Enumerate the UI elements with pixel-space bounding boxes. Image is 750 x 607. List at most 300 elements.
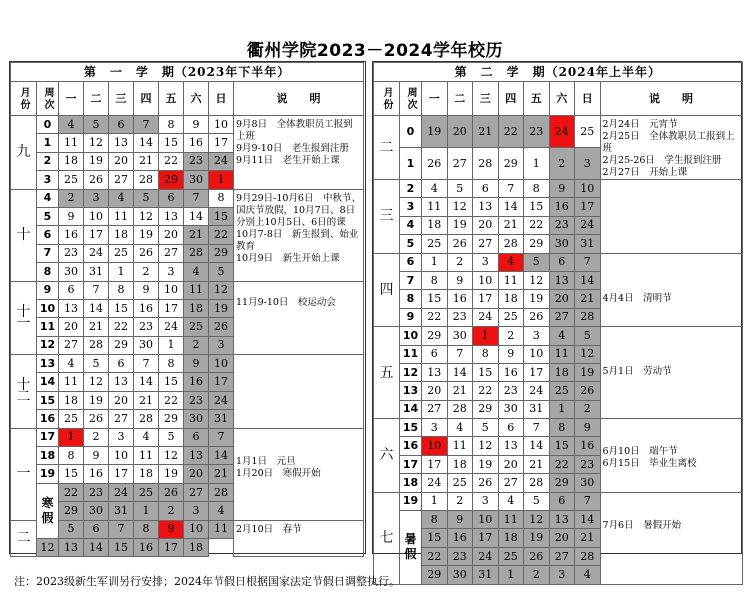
day-cell: 3 (473, 492, 499, 510)
day-cell: 20 (59, 318, 84, 336)
day-cell: 24 (109, 483, 134, 501)
day-cell: 27 (59, 336, 84, 354)
week-row (11, 428, 364, 446)
day-cell: 13 (109, 134, 134, 152)
day-cell: 7 (575, 492, 601, 510)
holiday-label: 暑 假 (400, 511, 422, 585)
day-cell: 20 (109, 152, 134, 170)
day-cell: 14 (84, 538, 109, 556)
day-cell: 15 (549, 437, 575, 455)
day-cell: 10 (473, 271, 499, 289)
weekday-header: 三 (473, 82, 499, 116)
week-number: 12 (400, 363, 422, 381)
day-cell: 30 (447, 327, 473, 345)
month-label: 七 (374, 492, 400, 584)
day-cell: 2 (447, 253, 473, 271)
day-cell: 28 (184, 244, 209, 262)
day-cell: 31 (209, 410, 234, 428)
day-cell: 24 (575, 216, 601, 234)
day-cell: 5 (134, 189, 159, 207)
day-cell: 30 (84, 502, 109, 520)
day-cell: 26 (524, 547, 550, 565)
week-number: 2 (400, 180, 422, 198)
day-cell: 24 (473, 308, 499, 326)
day-cell: 25 (184, 318, 209, 336)
month-notes: 2月10日 春节 (234, 520, 364, 557)
day-cell: 25 (59, 410, 84, 428)
day-cell: 26 (209, 318, 234, 336)
day-cell: 13 (59, 538, 84, 556)
day-cell: 8 (524, 180, 550, 198)
day-cell: 25 (575, 116, 601, 148)
week-number: 14 (400, 400, 422, 418)
day-cell: 13 (549, 271, 575, 289)
semester-header-row (11, 63, 364, 82)
day-cell: 30 (549, 235, 575, 253)
day-cell: 13 (184, 447, 209, 465)
day-cell: 2 (59, 189, 84, 207)
day-cell: 2 (549, 148, 575, 180)
day-cell: 4 (59, 355, 84, 373)
day-cell: 1 (59, 428, 84, 446)
day-cell: 17 (159, 538, 184, 556)
day-cell: 4 (109, 189, 134, 207)
day-cell: 13 (498, 437, 524, 455)
day-cell: 12 (37, 538, 59, 556)
week-number: 18 (400, 474, 422, 492)
day-cell: 18 (184, 299, 209, 317)
weekday-header: 日 (209, 82, 234, 116)
day-cell: 19 (134, 226, 159, 244)
day-cell: 9 (84, 447, 109, 465)
month-label: 二 (11, 520, 37, 557)
month-notes (234, 355, 364, 429)
day-cell: 26 (524, 308, 550, 326)
day-cell: 16 (134, 538, 159, 556)
day-cell: 20 (422, 382, 448, 400)
day-cell: 16 (549, 198, 575, 216)
day-cell: 6 (59, 281, 84, 299)
day-cell: 7 (498, 180, 524, 198)
day-cell: 28 (134, 171, 159, 189)
day-cell: 6 (498, 419, 524, 437)
day-cell: 9 (447, 271, 473, 289)
day-cell: 8 (134, 520, 159, 538)
day-cell: 28 (84, 336, 109, 354)
day-cell: 29 (159, 171, 184, 189)
day-cell: 10 (524, 345, 550, 363)
day-cell: 5 (524, 253, 550, 271)
day-cell: 6 (549, 253, 575, 271)
week-number: 16 (37, 410, 59, 428)
day-cell: 20 (447, 116, 473, 148)
day-cell: 13 (109, 373, 134, 391)
day-cell: 29 (109, 336, 134, 354)
day-cell: 17 (575, 198, 601, 216)
month-label: 九 (11, 116, 37, 190)
day-cell: 27 (549, 547, 575, 565)
day-cell: 4 (422, 180, 448, 198)
day-cell: 23 (184, 152, 209, 170)
day-cell: 11 (549, 345, 575, 363)
month-notes: 5月1日 劳动节 (600, 327, 742, 419)
day-cell: 14 (209, 447, 234, 465)
day-cell: 17 (524, 363, 550, 381)
week-number: 2 (37, 152, 59, 170)
day-cell: 4 (575, 566, 601, 584)
week-number: 7 (400, 271, 422, 289)
day-cell: 7 (209, 428, 234, 446)
day-cell: 20 (473, 216, 499, 234)
day-cell: 14 (524, 437, 550, 455)
week-row (11, 520, 364, 538)
day-cell: 10 (109, 447, 134, 465)
day-cell: 23 (134, 318, 159, 336)
day-cell: 26 (447, 235, 473, 253)
day-cell: 29 (549, 474, 575, 492)
day-cell: 3 (159, 263, 184, 281)
month-notes: 1月1日 元旦 1月20日 寒假开始 (234, 428, 364, 520)
month-notes: 7月6日 暑假开始 (600, 492, 742, 584)
day-cell: 13 (159, 207, 184, 225)
day-cell: 21 (498, 216, 524, 234)
day-cell: 14 (575, 511, 601, 529)
day-cell: 20 (109, 391, 134, 409)
week-row (374, 116, 743, 148)
day-cell: 4 (549, 327, 575, 345)
day-cell: 22 (159, 152, 184, 170)
day-cell: 26 (84, 410, 109, 428)
weekday-header: 六 (184, 82, 209, 116)
day-cell: 8 (422, 271, 448, 289)
week-number: 13 (37, 355, 59, 373)
semester-header: 第 一 学 期（2023年下半年） (11, 63, 364, 82)
day-cell: 20 (159, 226, 184, 244)
day-cell: 7 (447, 345, 473, 363)
day-cell: 25 (134, 483, 159, 501)
day-cell: 8 (159, 355, 184, 373)
day-cell: 27 (109, 171, 134, 189)
weekday-header: 四 (498, 82, 524, 116)
week-row (11, 116, 364, 134)
week-number: 9 (400, 308, 422, 326)
week-number: 4 (37, 189, 59, 207)
weekday-header: 三 (109, 82, 134, 116)
day-cell: 13 (549, 511, 575, 529)
day-cell: 26 (84, 171, 109, 189)
day-cell: 6 (473, 180, 499, 198)
day-cell: 27 (109, 410, 134, 428)
day-cell: 11 (109, 207, 134, 225)
month-label: 一 (11, 428, 37, 520)
month-label: 十二 (11, 355, 37, 429)
day-cell: 1 (524, 148, 550, 180)
day-cell: 29 (59, 502, 84, 520)
month-column-header: 月份 (374, 82, 400, 116)
day-cell: 5 (575, 327, 601, 345)
week-number: 7 (37, 244, 59, 262)
day-cell: 21 (84, 318, 109, 336)
day-cell: 26 (422, 148, 448, 180)
month-label: 五 (374, 327, 400, 419)
day-cell: 5 (59, 520, 84, 538)
day-cell: 12 (524, 271, 550, 289)
day-cell: 7 (109, 520, 134, 538)
day-cell: 8 (159, 116, 184, 134)
day-cell: 14 (498, 198, 524, 216)
month-label: 三 (374, 180, 400, 254)
day-cell: 10 (84, 207, 109, 225)
week-number: 17 (37, 428, 59, 446)
day-cell: 23 (59, 244, 84, 262)
day-cell: 22 (524, 216, 550, 234)
weekday-header: 四 (134, 82, 159, 116)
week-number: 18 (37, 447, 59, 465)
month-label: 十 (11, 189, 37, 281)
week-column-header: 周次 (400, 82, 422, 116)
day-cell: 8 (209, 189, 234, 207)
week-number: 4 (400, 216, 422, 234)
day-cell: 8 (549, 419, 575, 437)
day-cell: 6 (422, 345, 448, 363)
week-number: 5 (400, 235, 422, 253)
week-number: 12 (37, 336, 59, 354)
day-cell: 10 (184, 520, 209, 538)
day-cell: 23 (184, 391, 209, 409)
week-number: 15 (400, 419, 422, 437)
day-cell: 7 (575, 253, 601, 271)
day-cell: 18 (498, 529, 524, 547)
month-notes: 9月8日 全体教职员工报到上班 9月9-10日 老生报到注册 9月11日 老生开始上课 (234, 116, 364, 190)
day-cell: 31 (84, 263, 109, 281)
day-cell: 8 (422, 511, 448, 529)
day-cell: 4 (59, 116, 84, 134)
day-cell: 7 (84, 281, 109, 299)
week-row (374, 492, 743, 510)
day-cell: 24 (549, 116, 575, 148)
day-cell: 30 (59, 263, 84, 281)
day-cell: 25 (498, 308, 524, 326)
day-cell: 18 (109, 226, 134, 244)
day-cell: 17 (209, 373, 234, 391)
weekday-header: 二 (84, 82, 109, 116)
day-cell: 24 (524, 382, 550, 400)
week-number: 15 (37, 391, 59, 409)
day-cell: 22 (209, 226, 234, 244)
day-cell: 22 (59, 483, 84, 501)
month-column-header: 月份 (11, 82, 37, 116)
day-cell: 24 (209, 391, 234, 409)
day-cell: 31 (109, 502, 134, 520)
weekday-header: 六 (549, 82, 575, 116)
day-cell: 26 (575, 382, 601, 400)
day-cell: 14 (447, 363, 473, 381)
day-cell: 9 (184, 116, 209, 134)
day-cell: 24 (84, 244, 109, 262)
day-cell: 25 (498, 547, 524, 565)
day-cell: 16 (575, 437, 601, 455)
day-cell: 30 (447, 566, 473, 584)
semester-1-calendar (10, 62, 364, 557)
day-cell: 28 (473, 148, 499, 180)
day-cell: 17 (109, 465, 134, 483)
day-cell: 2 (524, 566, 550, 584)
day-cell: 1 (422, 253, 448, 271)
day-cell: 30 (575, 474, 601, 492)
day-cell: 18 (59, 152, 84, 170)
day-cell: 17 (473, 290, 499, 308)
day-cell: 1 (109, 263, 134, 281)
day-cell: 28 (524, 474, 550, 492)
day-cell: 23 (524, 116, 550, 148)
day-cell: 15 (422, 290, 448, 308)
day-cell: 22 (422, 308, 448, 326)
day-cell: 12 (447, 198, 473, 216)
day-cell: 21 (524, 455, 550, 473)
day-cell: 25 (422, 235, 448, 253)
day-cell: 28 (134, 410, 159, 428)
day-cell: 19 (575, 363, 601, 381)
day-cell: 15 (422, 529, 448, 547)
day-cell: 29 (159, 410, 184, 428)
day-cell: 8 (59, 447, 84, 465)
day-cell: 5 (524, 492, 550, 510)
day-cell: 23 (84, 483, 109, 501)
day-cell: 18 (498, 290, 524, 308)
day-cell: 12 (524, 511, 550, 529)
day-cell: 5 (209, 263, 234, 281)
day-cell: 19 (84, 391, 109, 409)
week-number: 19 (37, 465, 59, 483)
week-number: 8 (400, 290, 422, 308)
day-cell: 4 (184, 263, 209, 281)
day-cell: 9 (134, 281, 159, 299)
day-cell: 28 (575, 308, 601, 326)
weekday-header: 五 (159, 82, 184, 116)
day-cell: 10 (209, 116, 234, 134)
semester-header-row (374, 63, 743, 82)
day-cell: 22 (498, 116, 524, 148)
day-cell: 28 (447, 400, 473, 418)
day-cell: 3 (524, 327, 550, 345)
day-cell: 6 (84, 520, 109, 538)
day-cell: 28 (575, 547, 601, 565)
week-number: 6 (400, 253, 422, 271)
day-cell: 14 (134, 373, 159, 391)
week-row (11, 189, 364, 207)
day-cell: 20 (549, 529, 575, 547)
day-cell: 16 (59, 226, 84, 244)
day-cell: 19 (422, 116, 448, 148)
day-cell: 6 (184, 428, 209, 446)
day-cell: 20 (498, 455, 524, 473)
week-row (374, 419, 743, 437)
day-cell: 1 (498, 566, 524, 584)
day-cell: 14 (84, 299, 109, 317)
weekday-header: 一 (59, 82, 84, 116)
week-row (374, 253, 743, 271)
semester-2-calendar (373, 62, 743, 585)
day-cell: 17 (473, 529, 499, 547)
day-cell: 25 (59, 171, 84, 189)
week-number: 0 (37, 116, 59, 134)
day-cell: 26 (134, 244, 159, 262)
month-label: 四 (374, 253, 400, 327)
day-cell: 27 (473, 235, 499, 253)
day-cell: 23 (575, 455, 601, 473)
day-cell: 18 (447, 455, 473, 473)
week-number: 8 (37, 263, 59, 281)
day-cell: 24 (473, 547, 499, 565)
day-cell: 29 (524, 235, 550, 253)
day-cell: 11 (422, 198, 448, 216)
weekday-header: 二 (447, 82, 473, 116)
day-cell: 15 (209, 207, 234, 225)
day-cell: 19 (447, 216, 473, 234)
day-cell: 19 (84, 152, 109, 170)
month-notes: 11月9-10日 校运动会 (234, 281, 364, 355)
day-cell: 9 (184, 355, 209, 373)
day-cell: 23 (498, 382, 524, 400)
day-cell: 25 (447, 474, 473, 492)
day-cell: 27 (422, 400, 448, 418)
day-cell: 13 (473, 198, 499, 216)
day-cell: 22 (549, 455, 575, 473)
day-cell: 12 (209, 281, 234, 299)
day-cell: 12 (84, 373, 109, 391)
day-cell: 1 (209, 171, 234, 189)
day-cell: 15 (159, 134, 184, 152)
day-cell: 21 (575, 529, 601, 547)
day-cell: 6 (109, 116, 134, 134)
day-cell: 21 (209, 465, 234, 483)
day-cell: 14 (184, 207, 209, 225)
day-cell: 25 (109, 244, 134, 262)
day-cell: 14 (134, 134, 159, 152)
day-cell: 1 (134, 502, 159, 520)
day-cell: 27 (159, 244, 184, 262)
month-label: 十一 (11, 281, 37, 355)
day-cell: 21 (134, 152, 159, 170)
day-cell: 4 (134, 428, 159, 446)
day-cell: 23 (447, 547, 473, 565)
day-cell: 30 (134, 336, 159, 354)
day-cell: 4 (498, 253, 524, 271)
day-cell: 13 (59, 299, 84, 317)
day-cell: 7 (184, 189, 209, 207)
day-cell: 18 (549, 363, 575, 381)
day-cell: 22 (159, 391, 184, 409)
day-cell: 19 (524, 529, 550, 547)
day-cell: 1 (549, 400, 575, 418)
day-cell: 3 (209, 336, 234, 354)
day-cell: 15 (473, 363, 499, 381)
week-number: 16 (400, 437, 422, 455)
month-notes: 6月10日 端午节 6月15日 毕业生离校 (600, 419, 742, 493)
week-number: 9 (37, 281, 59, 299)
day-cell: 12 (134, 207, 159, 225)
week-number: 11 (37, 318, 59, 336)
day-cell: 16 (447, 529, 473, 547)
day-cell: 20 (184, 465, 209, 483)
weekday-header: 一 (422, 82, 448, 116)
day-cell: 16 (447, 290, 473, 308)
week-number: 6 (37, 226, 59, 244)
day-cell: 2 (159, 502, 184, 520)
day-cell: 11 (59, 134, 84, 152)
day-cell: 10 (422, 437, 448, 455)
notes-column-header: 说 明 (600, 82, 742, 116)
